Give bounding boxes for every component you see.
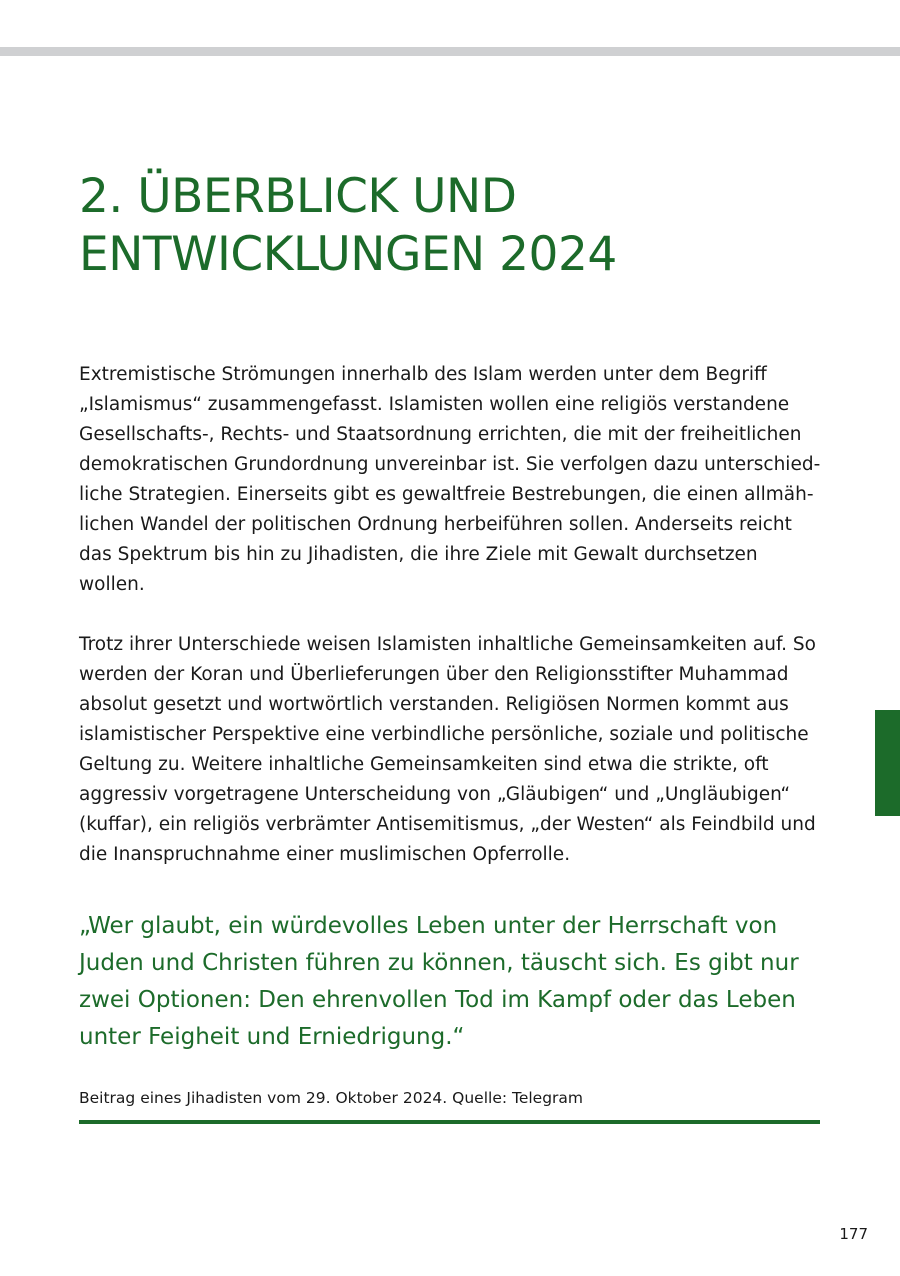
text-line: demokratischen Grundordnung unvereinbar ist. Sie verfolgen dazu unterschied-: [79, 454, 821, 475]
text-line: Trotz ihrer Unterschiede weisen Islamisten inhaltliche Gemeinsamkeiten auf. So: [79, 634, 816, 655]
text-line: das Spektrum bis hin zu Jihadisten, die ihre Ziele mit Gewalt durchsetzen: [79, 544, 758, 565]
page-number: 177: [839, 1225, 868, 1243]
quote-source: Beitrag eines Jihadisten vom 29. Oktober 2024. Quelle: Telegram: [79, 1089, 584, 1107]
heading-line-2: ENTWICKLUNGEN 2024: [79, 227, 617, 282]
quote-line: Juden und Christen führen zu können, täuscht sich. Es gibt nur: [79, 950, 799, 976]
source-rule: [79, 1120, 820, 1124]
text-line: Geltung zu. Weitere inhaltliche Gemeinsamkeiten sind etwa die strikte, oft: [79, 754, 769, 775]
text-line: Extremistische Strömungen innerhalb des Islam werden unter dem Begriff: [79, 364, 767, 385]
body-text: [79, 360, 829, 900]
text-line: (kuffar), ein religiös verbrämter Antisemitismus, „der Westen“ als Feindbild und: [79, 814, 816, 835]
text-line: aggressiv vorgetragene Unterscheidung von „Gläubigen“ und „Ungläubigen“: [79, 784, 791, 805]
text-line: absolut gesetzt und wortwörtlich verstanden. Religiösen Normen kommt aus: [79, 694, 789, 715]
text-line: liche Strategien. Einerseits gibt es gewaltfreie Bestrebungen, die einen allmäh-: [79, 484, 814, 505]
text-line: islamistischer Perspektive eine verbindliche persönliche, soziale und politische: [79, 724, 809, 745]
heading-line-1: 2. ÜBERBLICK UND: [79, 169, 517, 224]
text-line: werden der Koran und Überlieferungen über den Religionsstifter Muhammad: [79, 664, 789, 685]
quote-line: unter Feigheit und Erniedrigung.“: [79, 1024, 465, 1050]
chapter-side-tab: [875, 710, 900, 816]
text-line: Gesellschafts-, Rechts- und Staatsordnung errichten, die mit der freiheitlichen: [79, 424, 802, 445]
paragraph-1: [79, 360, 829, 600]
text-line: lichen Wandel der politischen Ordnung herbeiführen sollen. Anderseits reicht: [79, 514, 792, 535]
quote-line: „Wer glaubt, ein würdevolles Leben unter der Herrschaft von: [79, 913, 778, 939]
quote-line: zwei Optionen: Den ehrenvollen Tod im Kampf oder das Leben: [79, 987, 796, 1013]
chapter-heading: [79, 168, 839, 284]
paragraph-2: [79, 630, 829, 870]
pull-quote: [79, 908, 839, 1056]
text-line: „Islamismus“ zusammengefasst. Islamisten wollen eine religiös verstandene: [79, 394, 790, 415]
text-line: wollen.: [79, 574, 145, 595]
top-rule: [0, 47, 900, 56]
text-line: die Inanspruchnahme einer muslimischen Opferrolle.: [79, 844, 571, 865]
